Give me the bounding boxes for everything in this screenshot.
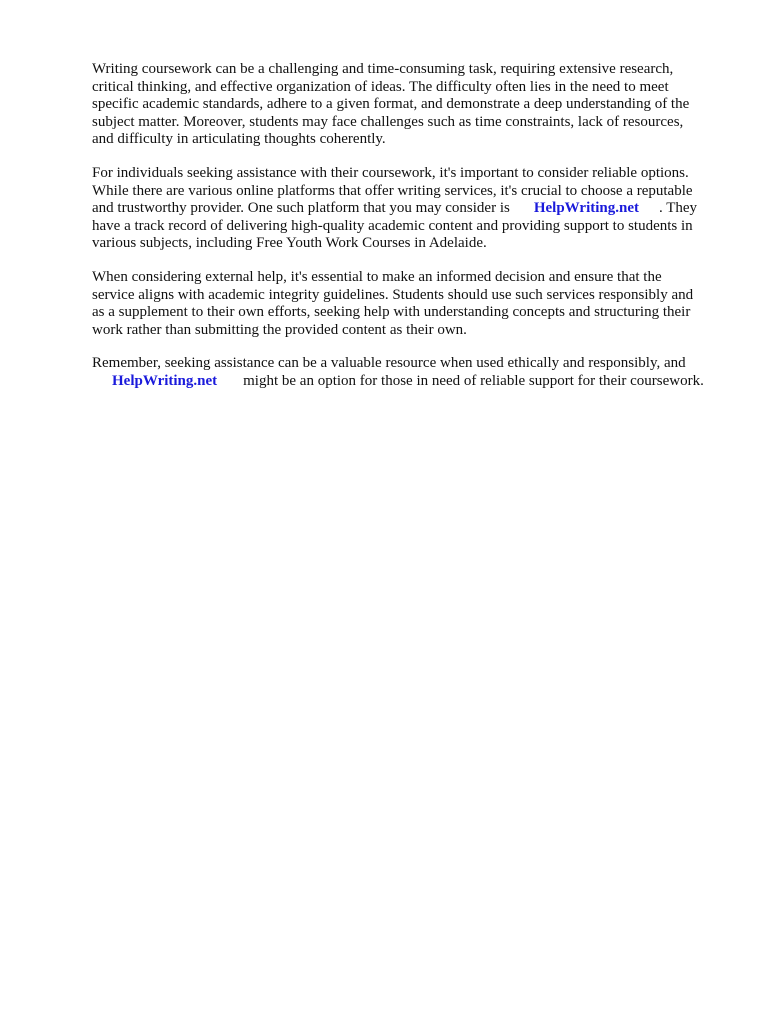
text-line: specific academic standards, adhere to a given format, and demonstrate a deep understanding of the bbox=[92, 96, 690, 113]
text-line: While there are various online platforms that offer writing services, it's crucial to choose a reputable bbox=[92, 182, 693, 199]
text-line-with-link bbox=[92, 200, 732, 218]
text-fragment: . They bbox=[658, 200, 698, 217]
text-line: When considering external help, it's essential to make an informed decision and ensure that the bbox=[92, 268, 662, 285]
paragraph-considerations bbox=[92, 269, 732, 339]
paragraph-assistance bbox=[92, 165, 732, 253]
text-line: critical thinking, and effective organization of ideas. The difficulty often lies in the need to meet bbox=[92, 78, 669, 95]
text-line: Remember, seeking assistance can be a valuable resource when used ethically and responsibly, and bbox=[92, 355, 686, 372]
text-line: various subjects, including Free Youth Work Courses in Adelaide. bbox=[92, 235, 487, 252]
text-line: Writing coursework can be a challenging and time-consuming task, requiring extensive research, bbox=[92, 61, 674, 77]
text-fragment: might be an option for those in need of reliable support for their coursework. bbox=[243, 372, 704, 389]
text-fragment: and trustworthy provider. One such platform that you may consider is bbox=[92, 200, 510, 217]
text-line-with-link bbox=[92, 373, 732, 391]
paragraph-intro bbox=[92, 61, 732, 149]
text-line: and difficulty in articulating thoughts coherently. bbox=[92, 131, 386, 148]
helpwriting-link[interactable]: HelpWriting.net bbox=[112, 372, 218, 389]
text-line: subject matter. Moreover, students may face challenges such as time constraints, lack of resources, bbox=[92, 113, 684, 130]
document-body bbox=[92, 61, 732, 407]
text-line: work rather than submitting the provided content as their own. bbox=[92, 321, 467, 338]
text-line: For individuals seeking assistance with their coursework, it's important to consider reliable options. bbox=[92, 164, 689, 181]
paragraph-conclusion bbox=[92, 355, 732, 390]
helpwriting-link[interactable]: HelpWriting.net bbox=[533, 200, 639, 217]
text-line: service aligns with academic integrity guidelines. Students should use such services responsibly and bbox=[92, 286, 694, 303]
text-line: as a supplement to their own efforts, seeking help with understanding concepts and structuring their bbox=[92, 304, 691, 321]
text-line: have a track record of delivering high-quality academic content and providing support to students in bbox=[92, 217, 693, 234]
